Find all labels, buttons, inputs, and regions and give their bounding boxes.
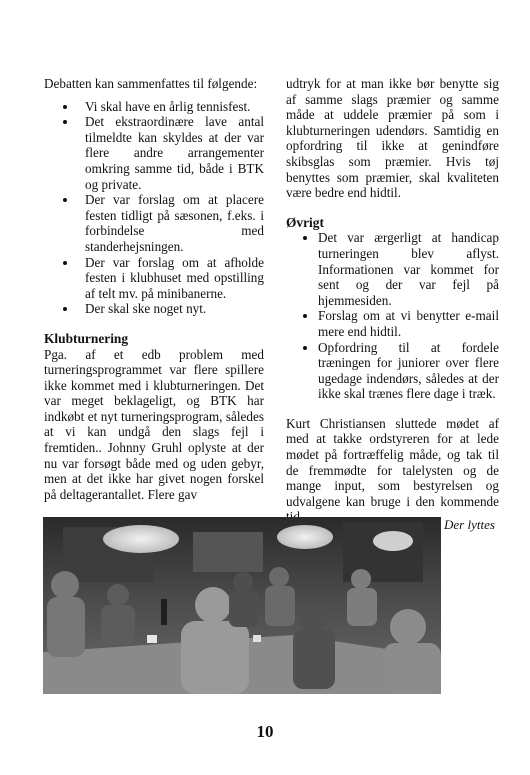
list-item: Forslag om at vi benytter e-mail mere end hidtil.: [286, 308, 499, 339]
list-item: Det var ærgerligt at handicap turneringen blev aflyst. Informationen var kommet for sent og der var fejl på hjemmesiden.: [286, 230, 499, 308]
list-item: Opfordring til at fordele træningen for juniorer over flere ugedage indendørs, således at der ikke skal trænes flere dage i træk.: [286, 340, 499, 402]
ovrigt-bullet-list: [286, 230, 499, 402]
list-item: Der skal ske noget nyt.: [44, 301, 264, 317]
closing-paragraph: Kurt Christiansen sluttede mødet af med at takke ordstyreren for at lede mødet på fortræffelig måde, og tak til de fremmødte for talelysten og de mange input, som bestyrelsen og udvalgene kan bruge i den kommende: [286, 415, 499, 509]
photo-caption: Der lyttes: [444, 517, 495, 532]
intro-text: Debatten kan sammenfattes til følgende:: [44, 76, 258, 91]
page-number: 10: [256, 722, 274, 741]
list-item: Det ekstraordinære lave antal tilmeldte kan skyldes at der var flere andre arrangementer omkring samme tid, både i BTK og private.: [44, 114, 264, 192]
right-column: [286, 76, 499, 525]
list-item: Der var forslag om at afholde festen i klubhuset med opstilling af telt mv. på minibanerne.: [44, 255, 264, 302]
section-heading-ovrigt: Øvrigt: [286, 214, 324, 230]
meeting-photo: [43, 517, 441, 694]
list-item: Vi skal have en årlig tennisfest.: [44, 99, 264, 115]
klubturnering-paragraph: Pga. af et edb problem med turneringsprogrammet var flere spillere ikke kommet med i klubturneringen. Det var meget beklageligt, og BTK har indkøbt et nyt turneringsprogram, således at vi kan undgå den slags fejl i fremtiden.. Johnny Gruhl oplyste at der nu var forsøgt både med og uden gebyr, men at det ikke har givet nogen forskel på deltagerantallet. Flere gav: [44, 346, 264, 502]
continued-paragraph: udtryk for at man ikke bør benytte sig af samme slags præmier og samme måde at uddele præmier på som i klubturneringen udendørs. Samtidig en opfordring til ikke at genindføre skibsglas som præmier. Hvis tøj benyttes som præmier, skal kvaliteten være bedre end hidtil.: [286, 76, 499, 201]
section-heading-klubturnering: Klubturnering: [44, 330, 129, 346]
list-item: Der var forslag om at placere festen tidligt på sæsonen, f.eks. i forbindelse med standerhejsningen.: [44, 192, 264, 254]
discussion-bullet-list: [44, 99, 264, 317]
left-column: [44, 76, 264, 502]
